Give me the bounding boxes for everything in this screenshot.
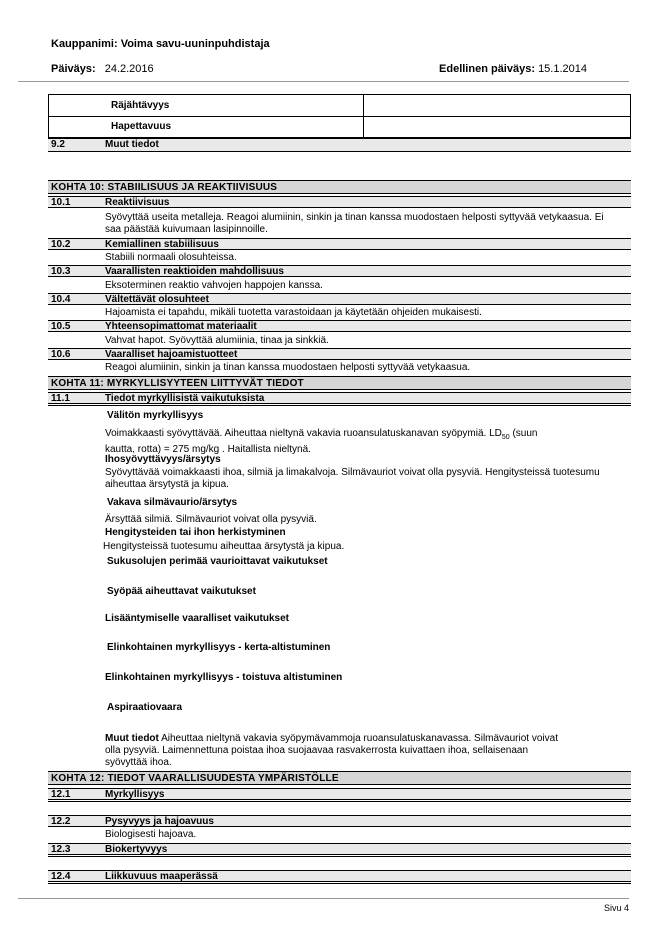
subsection-number: 10.5 (51, 321, 71, 332)
date-label: Päiväys: (51, 63, 96, 75)
subsection-title: Tiedot myrkyllisistä vaikutuksista (105, 393, 265, 404)
subsection-text: Reagoi alumiinin, sinkin ja tinan kanssa muodostaen helposti syttyvää vetykaasua. (105, 362, 471, 373)
subsection-title: Kemiallinen stabiilisuus (105, 239, 219, 250)
subsection-text: Syövyttää useita metalleja. Reagoi alumiinin, sinkin ja tinan kanssa muodostaen helposti syttyvää vetykaasua. Ei saa päästää kuivumaan lasipinnoille. (105, 212, 604, 235)
other-info-text (105, 733, 615, 769)
date-value: 24.2.2016 (104, 63, 154, 75)
acute-text-a: Voimakkaasti syövyttävää. Aiheuttaa nieltynä vakavia ruoansulatuskanavan syöpymiä. LD (105, 428, 502, 439)
page-number: Sivu 4 (603, 903, 629, 913)
section-12-title: KOHTA 12: TIEDOT VAARALLISUUDESTA YMPÄRISTÖLLE (51, 773, 339, 784)
sensitisation-title: Hengitysteiden tai ihon herkistyminen (105, 527, 286, 538)
carcinogenicity-title: Syöpää aiheuttavat vaikutukset (107, 586, 256, 597)
prev-date-label: Edellinen päiväys: (439, 63, 535, 75)
subsection-number: 10.3 (51, 266, 71, 277)
subsection-title: Vältettävät olosuhteet (105, 294, 209, 305)
section-11-title: KOHTA 11: MYRKYLLISYYTEEN LIITTYVÄT TIEDOT (51, 378, 304, 389)
table-row-label: Räjähtävyys (111, 100, 170, 111)
subsection-number: 12.3 (51, 844, 71, 855)
header-divider (18, 81, 629, 82)
acute-toxicity-title: Välitön myrkyllisyys (107, 410, 204, 421)
subsection-number: 10.1 (51, 197, 71, 208)
subsection-number: 10.6 (51, 349, 71, 360)
acute-text-b: (suun (509, 428, 538, 439)
aspiration-title: Aspiraatiovaara (107, 702, 183, 713)
acute-text-c: kautta, rotta) = 275 mg/kg . Haitallista nieltynä. (105, 444, 311, 455)
divider (48, 405, 631, 406)
eye-damage-title: Vakava silmävaurio/ärsytys (107, 497, 238, 508)
other-text-2: olla pysyviä. Laimennettuna poistaa ihoa suojaavaa rasvakerrosta kuivattaen ihoa, sellaisenaan (105, 745, 529, 756)
section-10-title: KOHTA 10: STABIILISUUS JA REAKTIIVISUUS (51, 182, 278, 193)
subsection-number: 11.1 (51, 393, 70, 404)
product-label: Kauppanimi: (51, 38, 118, 50)
other-info-title: Muut tiedot (105, 733, 159, 744)
acute-sub: 50 (501, 434, 510, 441)
subsection-number: 10.2 (51, 239, 71, 250)
footer-divider (18, 898, 629, 899)
subsection-title: Pysyvyys ja hajoavuus (105, 816, 214, 827)
eye-damage-text: Ärsyttää silmiä. Silmävauriot voivat olla pysyviä. (105, 514, 317, 525)
stot-repeated-title: Elinkohtainen myrkyllisyys - toistuva altistuminen (105, 672, 343, 683)
date-line (51, 63, 154, 75)
subsection-title: Yhteensopimattomat materiaalit (105, 321, 257, 332)
product-name: Voima savu-uuninpuhdistaja (120, 38, 270, 50)
subsection-text: Vahvat hapot. Syövyttää alumiinia, tinaa ja sinkkiä. (105, 335, 329, 346)
subsection-number: 12.4 (51, 871, 71, 882)
subsection-number: 10.4 (51, 294, 71, 305)
subsection-text: Eksoterminen reaktio vahvojen happojen kanssa. (105, 280, 323, 291)
subsection-title: Vaarallisten reaktioiden mahdollisuus (105, 266, 284, 277)
irritation-title: Ihosyövyttävyys/ärsytys (105, 454, 221, 465)
table-row-label: Hapettavuus (111, 121, 172, 132)
subsection-title: Muut tiedot (105, 139, 159, 150)
table-row-divider (49, 116, 630, 117)
subsection-title: Reaktiivisuus (105, 197, 170, 208)
mutagenicity-title: Sukusolujen perimää vaurioittavat vaikutukset (107, 556, 328, 567)
other-text-1: Aiheuttaa nieltynä vakavia syöpymävammoja ruoansulatuskanavassa. Silmävauriot voivat (158, 733, 558, 744)
subsection-number: 12.1 (51, 789, 71, 800)
prev-date-line (439, 63, 587, 75)
stot-single-title: Elinkohtainen myrkyllisyys - kerta-altistuminen (107, 642, 331, 653)
reproductive-title: Lisääntymiselle vaaralliset vaikutukset (105, 613, 289, 624)
divider (48, 856, 631, 857)
subsection-title: Liikkuvuus maaperässä (105, 871, 218, 882)
irritation-text: Syövyttävää voimakkaasti ihoa, silmiä ja limakalvoja. Silmävauriot voivat olla pysyviä. Hengitysteissä tuotesumu aiheuttaa ärsytystä ja kipua. (105, 467, 600, 490)
divider (48, 801, 631, 802)
properties-table (48, 94, 631, 138)
subsection-number: 9.2 (51, 139, 65, 150)
subsection-text: Stabiili normaali olosuhteissa. (105, 252, 237, 263)
product-line (51, 38, 270, 50)
subsection-text: Hajoamista ei tapahdu, mikäli tuotetta varastoidaan ja käytetään ohjeiden mukaisesti. (105, 307, 482, 318)
subsection-title: Myrkyllisyys (105, 789, 165, 800)
acute-toxicity-text (105, 428, 605, 456)
subsection-title: Biokertyvyys (105, 844, 168, 855)
subsection-text: Biologisesti hajoava. (105, 829, 197, 840)
subsection-title: Vaaralliset hajoamistuotteet (105, 349, 238, 360)
prev-date-value: 15.1.2014 (538, 63, 587, 75)
subsection-number: 12.2 (51, 816, 71, 827)
other-text-3: syövyttää ihoa. (105, 757, 172, 768)
sensitisation-text: Hengitysteissä tuotesumu aiheuttaa ärsytystä ja kipua. (103, 541, 345, 552)
divider (48, 883, 631, 884)
